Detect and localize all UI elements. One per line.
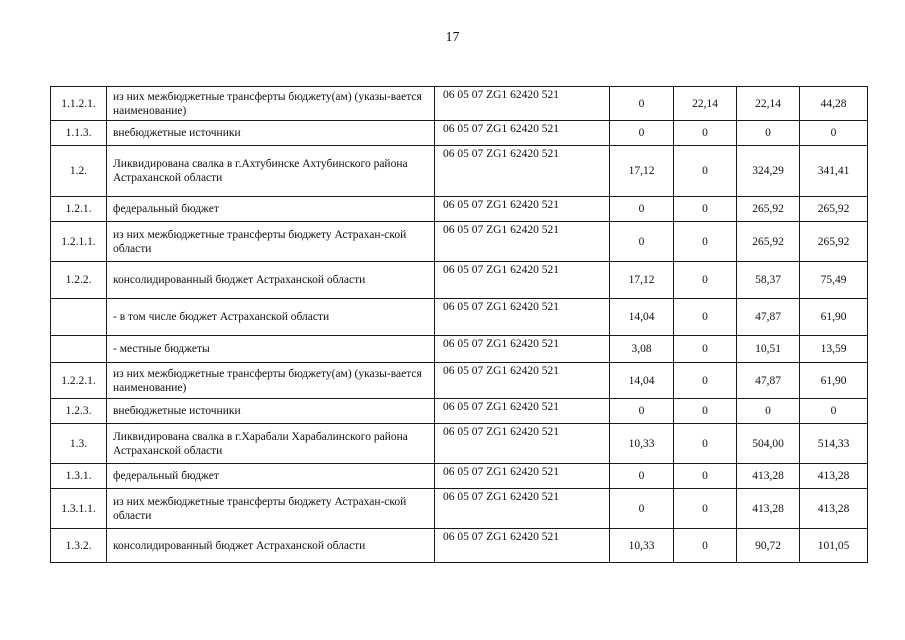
row-value-2: 0 [674,146,737,197]
row-code: 06 05 07 ZG1 62420 521 [435,262,610,299]
row-total: 13,59 [800,336,868,363]
row-value-1: 0 [610,197,674,222]
row-number: 1.1.2.1. [51,87,107,121]
row-value-2: 0 [674,529,737,563]
row-name: - местные бюджеты [107,336,435,363]
table-row [51,363,868,399]
row-number: 1.2.1.1. [51,222,107,262]
row-number: 1.2.2.1. [51,363,107,399]
row-total: 0 [800,121,868,146]
row-name: - в том числе бюджет Астраханской области [107,299,435,336]
row-name: федеральный бюджет [107,464,435,489]
row-code: 06 05 07 ZG1 62420 521 [435,489,610,529]
row-total: 265,92 [800,222,868,262]
row-value-3: 10,51 [737,336,800,363]
row-code: 06 05 07 ZG1 62420 521 [435,529,610,563]
row-value-1: 0 [610,464,674,489]
row-total: 44,28 [800,87,868,121]
row-value-2: 0 [674,424,737,464]
table-row [51,464,868,489]
row-total: 413,28 [800,489,868,529]
row-number: 1.3.2. [51,529,107,563]
row-value-3: 0 [737,399,800,424]
table-row [51,87,868,121]
row-value-2: 0 [674,197,737,222]
row-value-2: 0 [674,121,737,146]
row-total: 61,90 [800,363,868,399]
row-name: внебюджетные источники [107,121,435,146]
row-value-2: 0 [674,464,737,489]
row-value-1: 0 [610,222,674,262]
row-number: 1.2.2. [51,262,107,299]
row-number: 1.3. [51,424,107,464]
row-total: 341,41 [800,146,868,197]
row-value-3: 324,29 [737,146,800,197]
row-value-1: 17,12 [610,262,674,299]
budget-table [50,86,868,563]
row-value-3: 265,92 [737,222,800,262]
table-row [51,399,868,424]
row-value-1: 10,33 [610,424,674,464]
table-row [51,197,868,222]
row-name: консолидированный бюджет Астраханской области [107,262,435,299]
row-number [51,336,107,363]
row-value-2: 0 [674,299,737,336]
row-value-3: 413,28 [737,489,800,529]
row-number: 1.3.1. [51,464,107,489]
table-row [51,222,868,262]
row-value-2: 0 [674,222,737,262]
row-code: 06 05 07 ZG1 62420 521 [435,299,610,336]
table-row [51,336,868,363]
row-number: 1.1.3. [51,121,107,146]
row-value-3: 0 [737,121,800,146]
row-name: Ликвидирована свалка в г.Ахтубинске Ахтубинского района Астраханской области [107,146,435,197]
row-number: 1.2.1. [51,197,107,222]
row-value-1: 0 [610,399,674,424]
row-code: 06 05 07 ZG1 62420 521 [435,363,610,399]
row-name: из них межбюджетные трансферты бюджету Астрахан-ской области [107,222,435,262]
row-number: 1.2. [51,146,107,197]
row-value-3: 47,87 [737,299,800,336]
row-value-3: 47,87 [737,363,800,399]
row-code: 06 05 07 ZG1 62420 521 [435,197,610,222]
row-total: 413,28 [800,464,868,489]
table-row [51,424,868,464]
row-code: 06 05 07 ZG1 62420 521 [435,222,610,262]
row-value-1: 0 [610,121,674,146]
row-name: федеральный бюджет [107,197,435,222]
row-value-3: 413,28 [737,464,800,489]
row-value-1: 3,08 [610,336,674,363]
row-name: консолидированный бюджет Астраханской области [107,529,435,563]
table-row [51,489,868,529]
row-code: 06 05 07 ZG1 62420 521 [435,399,610,424]
row-total: 514,33 [800,424,868,464]
table-row [51,299,868,336]
row-value-1: 17,12 [610,146,674,197]
table-row [51,262,868,299]
row-value-1: 14,04 [610,299,674,336]
row-total: 265,92 [800,197,868,222]
row-code: 06 05 07 ZG1 62420 521 [435,121,610,146]
row-code: 06 05 07 ZG1 62420 521 [435,336,610,363]
row-value-1: 14,04 [610,363,674,399]
row-total: 75,49 [800,262,868,299]
row-value-3: 58,37 [737,262,800,299]
row-value-1: 10,33 [610,529,674,563]
table-row [51,146,868,197]
row-value-2: 22,14 [674,87,737,121]
table-row [51,529,868,563]
row-value-3: 504,00 [737,424,800,464]
row-name: из них межбюджетные трансферты бюджету(ам) (указы-вается наименование) [107,87,435,121]
row-value-3: 265,92 [737,197,800,222]
row-code: 06 05 07 ZG1 62420 521 [435,464,610,489]
page-number: 17 [445,30,460,45]
row-number: 1.3.1.1. [51,489,107,529]
row-total: 0 [800,399,868,424]
row-value-2: 0 [674,336,737,363]
row-name: Ликвидирована свалка в г.Харабали Харабалинского района Астраханской области [107,424,435,464]
row-code: 06 05 07 ZG1 62420 521 [435,146,610,197]
row-total: 61,90 [800,299,868,336]
row-name: из них межбюджетные трансферты бюджету Астрахан-ской области [107,489,435,529]
row-value-1: 0 [610,489,674,529]
row-code: 06 05 07 ZG1 62420 521 [435,87,610,121]
row-name: из них межбюджетные трансферты бюджету(ам) (указы-вается наименование) [107,363,435,399]
row-number: 1.2.3. [51,399,107,424]
row-value-2: 0 [674,262,737,299]
row-value-3: 22,14 [737,87,800,121]
row-code: 06 05 07 ZG1 62420 521 [435,424,610,464]
row-value-2: 0 [674,363,737,399]
row-name: внебюджетные источники [107,399,435,424]
row-value-3: 90,72 [737,529,800,563]
table-row [51,121,868,146]
row-total: 101,05 [800,529,868,563]
row-number [51,299,107,336]
row-value-2: 0 [674,399,737,424]
row-value-2: 0 [674,489,737,529]
row-value-1: 0 [610,87,674,121]
